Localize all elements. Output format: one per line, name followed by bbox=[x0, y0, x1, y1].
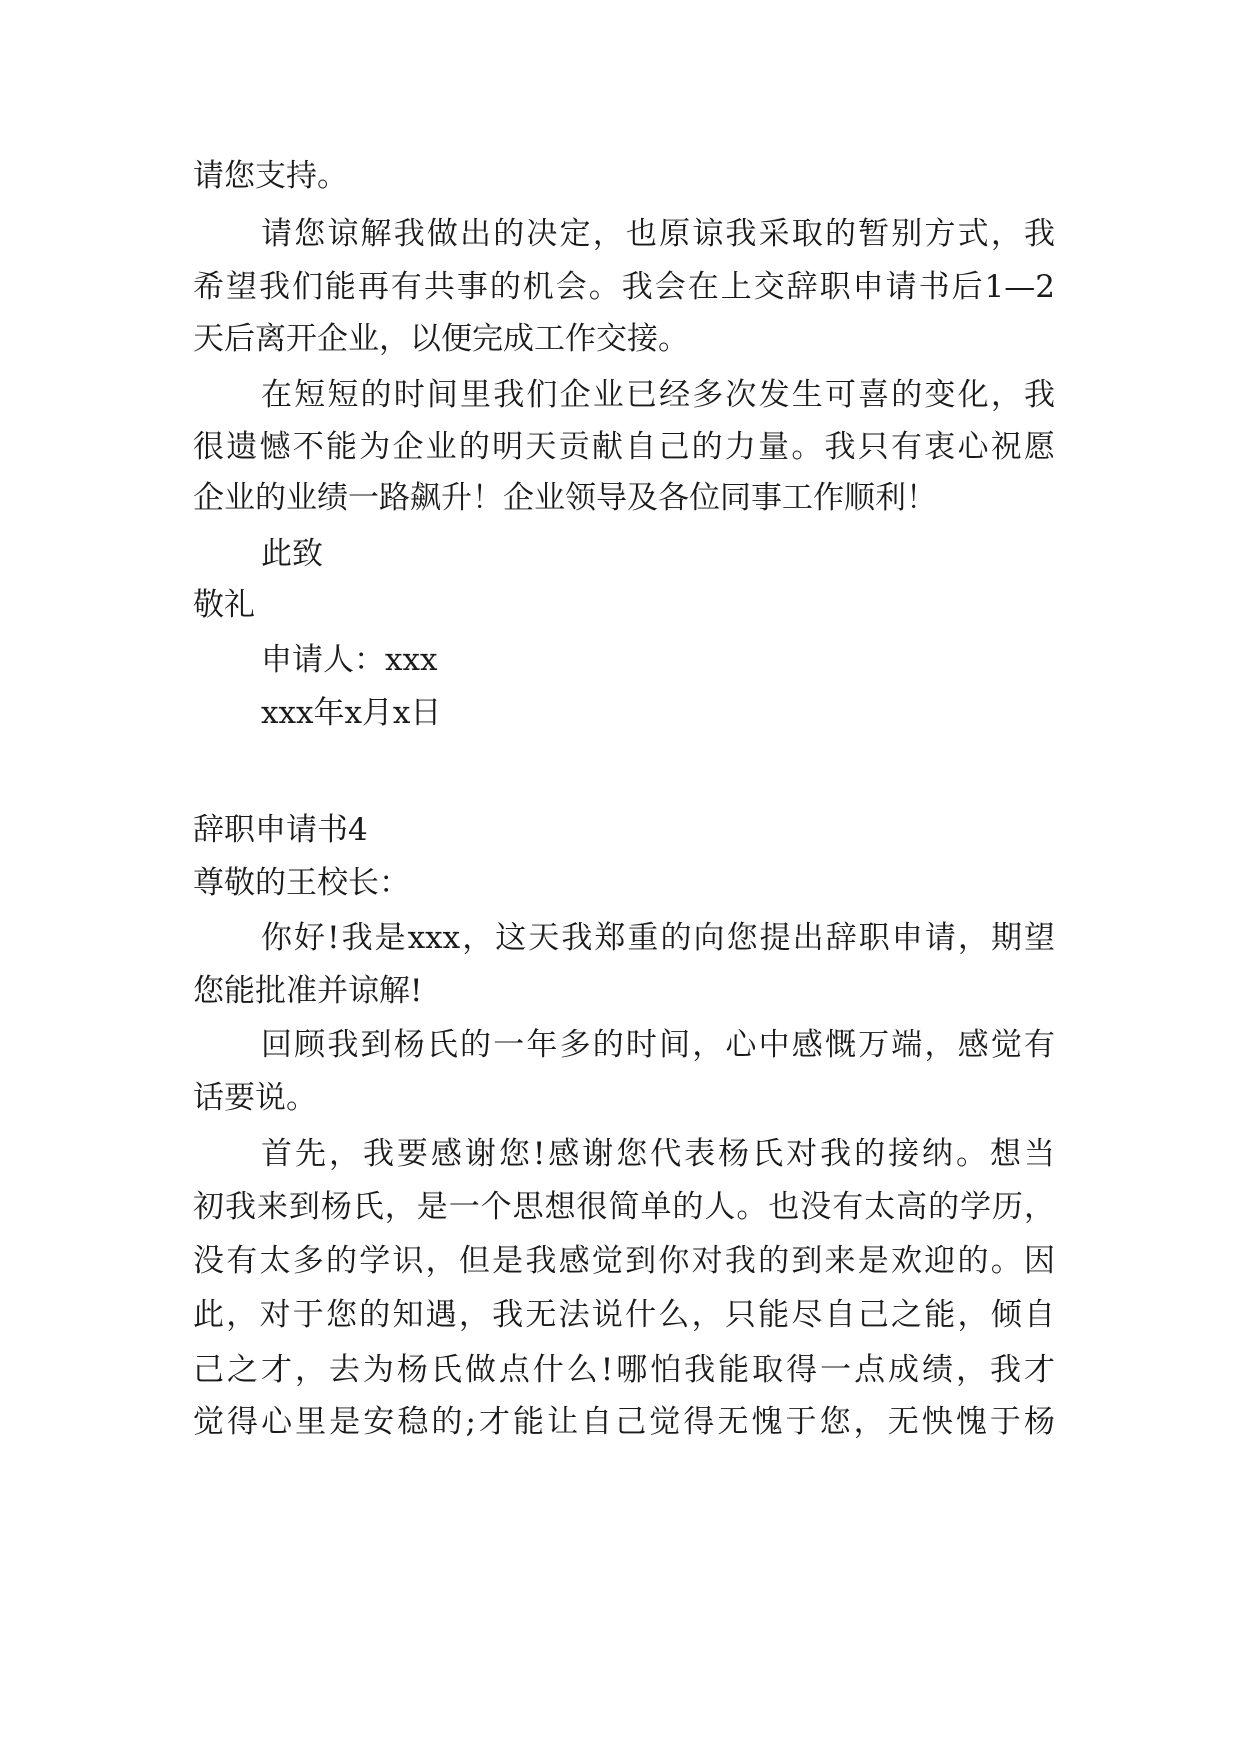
body-line: 请您支持。 bbox=[193, 158, 348, 194]
signature-date: xxx年x月x日 bbox=[261, 695, 442, 731]
paragraph-line: 此，对于您的知遇，我无法说什么，只能尽自己之能，倾自 bbox=[193, 1297, 1055, 1333]
section-title: 辞职申请书4 bbox=[193, 812, 368, 848]
paragraph-line: 没有太多的学识，但是我感觉到你对我的到来是欢迎的。因 bbox=[193, 1243, 1055, 1279]
paragraph-line: 很遗憾不能为企业的明天贡献自己的力量。我只有衷心祝愿 bbox=[193, 429, 1055, 465]
letter-greeting: 尊敬的王校长： bbox=[193, 865, 410, 901]
paragraph-line: 觉得心里是安稳的;才能让自己觉得无愧于您，无怏愧于杨 bbox=[193, 1404, 1055, 1440]
paragraph-line: 你好!我是xxx，这天我郑重的向您提出辞职申请，期望 bbox=[261, 920, 1055, 956]
paragraph-line: 首先，我要感谢您!感谢您代表杨氏对我的接纳。想当 bbox=[261, 1136, 1055, 1172]
paragraph-line: 请您谅解我做出的决定，也原谅我采取的暂别方式，我 bbox=[261, 216, 1055, 252]
paragraph-line: 在短短的时间里我们企业已经多次发生可喜的变化，我 bbox=[261, 377, 1055, 413]
paragraph-line: 己之才，去为杨氏做点什么!哪怕我能取得一点成绩，我才 bbox=[193, 1352, 1055, 1388]
paragraph-line: 企业的业绩一路飙升！企业领导及各位同事工作顺利！ bbox=[193, 480, 937, 516]
paragraph-line: 您能批准并谅解! bbox=[193, 973, 423, 1009]
paragraph-line: 希望我们能再有共事的机会。我会在上交辞职申请书后1—2 bbox=[193, 269, 1055, 305]
closing-salutation: 此致 bbox=[261, 536, 323, 572]
paragraph-line: 初我来到杨氏，是一个思想很简单的人。也没有太高的学历， bbox=[193, 1189, 1055, 1225]
paragraph-line: 回顾我到杨氏的一年多的时间，心中感慨万端，感觉有 bbox=[261, 1027, 1055, 1063]
closing-regards: 敬礼 bbox=[193, 587, 255, 623]
paragraph-line: 话要说。 bbox=[193, 1080, 317, 1116]
paragraph-line: 天后离开企业，以便完成工作交接。 bbox=[193, 321, 689, 357]
applicant-signature: 申请人：xxx bbox=[261, 642, 438, 678]
